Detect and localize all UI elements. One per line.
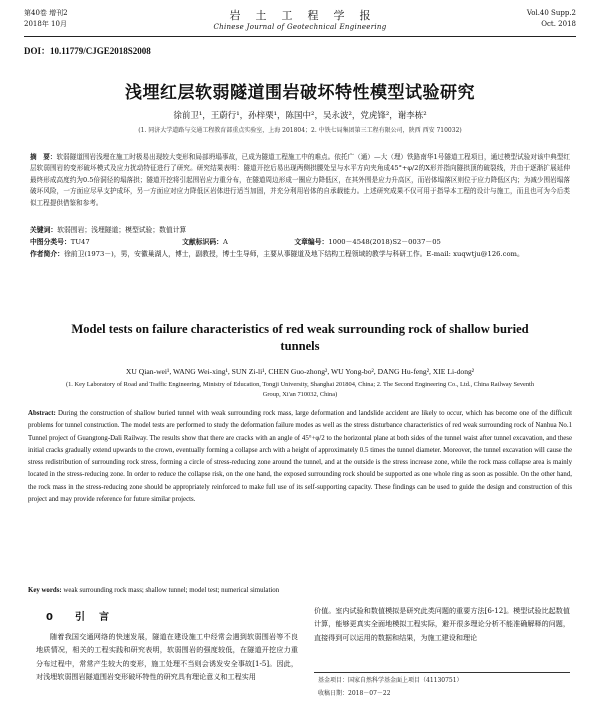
header-journal (24, 7, 576, 31)
journal-name-cn: 岩土工程学报 (229, 9, 386, 22)
keywords-cn-text: 软弱围岩；浅埋隧道；模型试验；数值计算 (57, 226, 187, 234)
intro-paragraph-left: 随着我国交通网络的快速发展，隧道在建设施工中经常会遇到软弱围岩等不良地质情况，相关的工程实践和研究表明，软弱围岩的强度较低，在隧道开挖应力重分布过程中，常常产生较大的变形，施工处理不当则会诱发安全事故[1-5]。因此，对浅埋软弱围岩隧道围岩变形破坏特性的研究具有理论意义和工程实用 (36, 632, 298, 682)
affiliation-en: (1. Key Laboratory of Road and Traffic Engineering, Ministry of Education, Tongji University, Shanghai 201804, China; 2. The Second Engineering Co., Ltd., China Railway Seventh Group, Xi'an 710032, China) (65, 381, 535, 398)
date-cn: 2018年 10月 (24, 20, 67, 28)
abstract-en (28, 408, 572, 506)
footnote-received: 收稿日期：2018－07－22 (318, 690, 391, 697)
header-right (527, 8, 576, 30)
authors-cn: 徐前卫¹，王蔚行¹，孙梓栗¹，陈国中²，吴永波²，党虎锋²，谢李栋² (173, 111, 427, 121)
abstract-en-label: Abstract: (28, 410, 56, 417)
document-code: 文献标识码：A (182, 238, 228, 246)
article-number: 文章编号：1000－4548(2018)S2－0037－05 (294, 238, 441, 246)
author-bio (30, 249, 570, 260)
intro-paragraph-right: 价值。室内试验和数值模拟是研究此类问题的重要方法[6-12]。模型试验比起数值计算，能够更真实全面地模拟工程实际，避开很多理论分析不能准确解释的问题，直接得到可以运用的数据和结果，为施工建设和理论 (314, 606, 570, 642)
abstract-cn-text: 软弱隧道围岩浅埋在施工时极易出现较大变形和局部坍塌事故，已成为隧道工程施工中的难点。依托广（通）—大（理）铁路南华1号隧道工程项目，通过模型试验对该中典型红层软弱围岩的变形破坏模式及应力扰动特征进行了研究。研究结果表明：隧道开挖后易出现两侧拱腰处呈与水平方向夹角成45°+φ/2的X形并指向隧拱顶的破裂线，并由于逐渐扩展延伸最终形成高度约为0.5倍洞径的塌落拱；隧道开挖将引起围岩应力重分布，在隧道周边形成一圈应力降低区，在其外围是应力升高区，而岩体塌落区则位于应力降低区内；为减少围岩塌落破坏风险，一方面应尽早支护成环，另一方面应对应力降低区岩体进行适当加固，并充分利用岩体的自承载能力。上述研究成果不仅可用于指导本工程的设计与施工，而且也可为今后类似工程提供借鉴和参考。 (30, 153, 570, 207)
section-title: 引言 (74, 612, 123, 623)
keywords-cn-label: 关键词： (30, 226, 58, 234)
authors-en: XU Qian-wei¹, WANG Wei-xing¹, SUN Zi-li¹, CHEN Guo-zhong², WU Yong-bo², DANG Hu-feng², XIE Li-dong² (125, 367, 475, 376)
abstract-cn-label: 摘 要： (30, 153, 57, 161)
clc-number: 中图分类号：TU47 (30, 238, 90, 246)
volume-cn: 第40卷 增刊2 (24, 9, 68, 17)
keywords-en-label: Key words: (28, 587, 62, 594)
paper-title-en: Model tests on failure characteristics of red weak surrounding rock of shallow buried tunnels (71, 322, 529, 353)
keywords-en-text: weak surrounding rock mass; shallow tunnel; model test; numerical simulation (63, 587, 280, 594)
author-bio-label: 作者简介： (30, 250, 64, 258)
footnote-divider (314, 672, 570, 673)
paper-title-cn: 浅埋红层软弱隧道围岩破坏特性模型试验研究 (125, 83, 475, 103)
affiliation-cn: (1. 同济大学道路与交通工程教育部重点实验室，上海 201804；2. 中铁七局集团第三工程有限公司，陕西 西安 710032) (138, 127, 462, 134)
classification-row (30, 237, 570, 247)
volume-en: Vol.40 Supp.2 (526, 9, 576, 17)
keywords-cn (30, 225, 570, 235)
abstract-en-text: During the construction of shallow buried tunnel with weak surrounding rock mass, large deformation and landslide accident are likely to occur, which has become one of the difficult problems for tunnel construction. The model tests are performed to study the deformation failure modes as well as the stress disturbance characteristics of red weak surrounding rock of Nanhua No.1 Tunnel project of Guangtong-Dali Railway. The results show that there are cracks with an angle of 45°+φ/2 to the horizontal plane at both sides of the tunnel waist after tunnel excavation, and these initial cracks gradually extend upwards to the crown, eventually forming a collapse arch with a height of approximately 0.5 times the tunnel diameter. Moreover, the tunnel excavation will cause the stress redistribution of surrounding rock stress, forming a circle of stress-reducing zone around the tunnel, and at the outside is the stress increase zone, while the rock mass collapse area is mainly located in the stress-reducing zone. In order to reduce the collapse risk, on the one hand, the exposed surrounding rock should be supported as one whole ring as soon as possible. On the other hand, the rock mass in the stress-reducing zone should be appropriately reinforced to make full use of its self-supporting capacity. These findings can be used to guide the design and construction of this project and may provide reference for future similar projects. (28, 410, 572, 504)
section-heading-intro (46, 608, 123, 623)
date-en: Oct. 2018 (541, 20, 576, 28)
running-header (24, 6, 576, 37)
keywords-en (28, 586, 572, 596)
abstract-cn (30, 152, 570, 209)
footnote-fund: 基金项目：国家自然科学基金面上项目（41130751） (318, 677, 463, 684)
author-bio-text: 徐前卫(1973－)，男，安徽巢湖人，博士，副教授，博士生导师，主要从事隧道及地下结构工程领域的教学与科研工作。E-mail: xuqwtju@126.com。 (63, 250, 524, 258)
section-number: 0 (46, 612, 53, 623)
journal-name-en: Chinese Journal of Geotechnical Engineering (213, 23, 387, 31)
doi: DOI：10.11779/CJGE2018S2008 (24, 46, 151, 56)
